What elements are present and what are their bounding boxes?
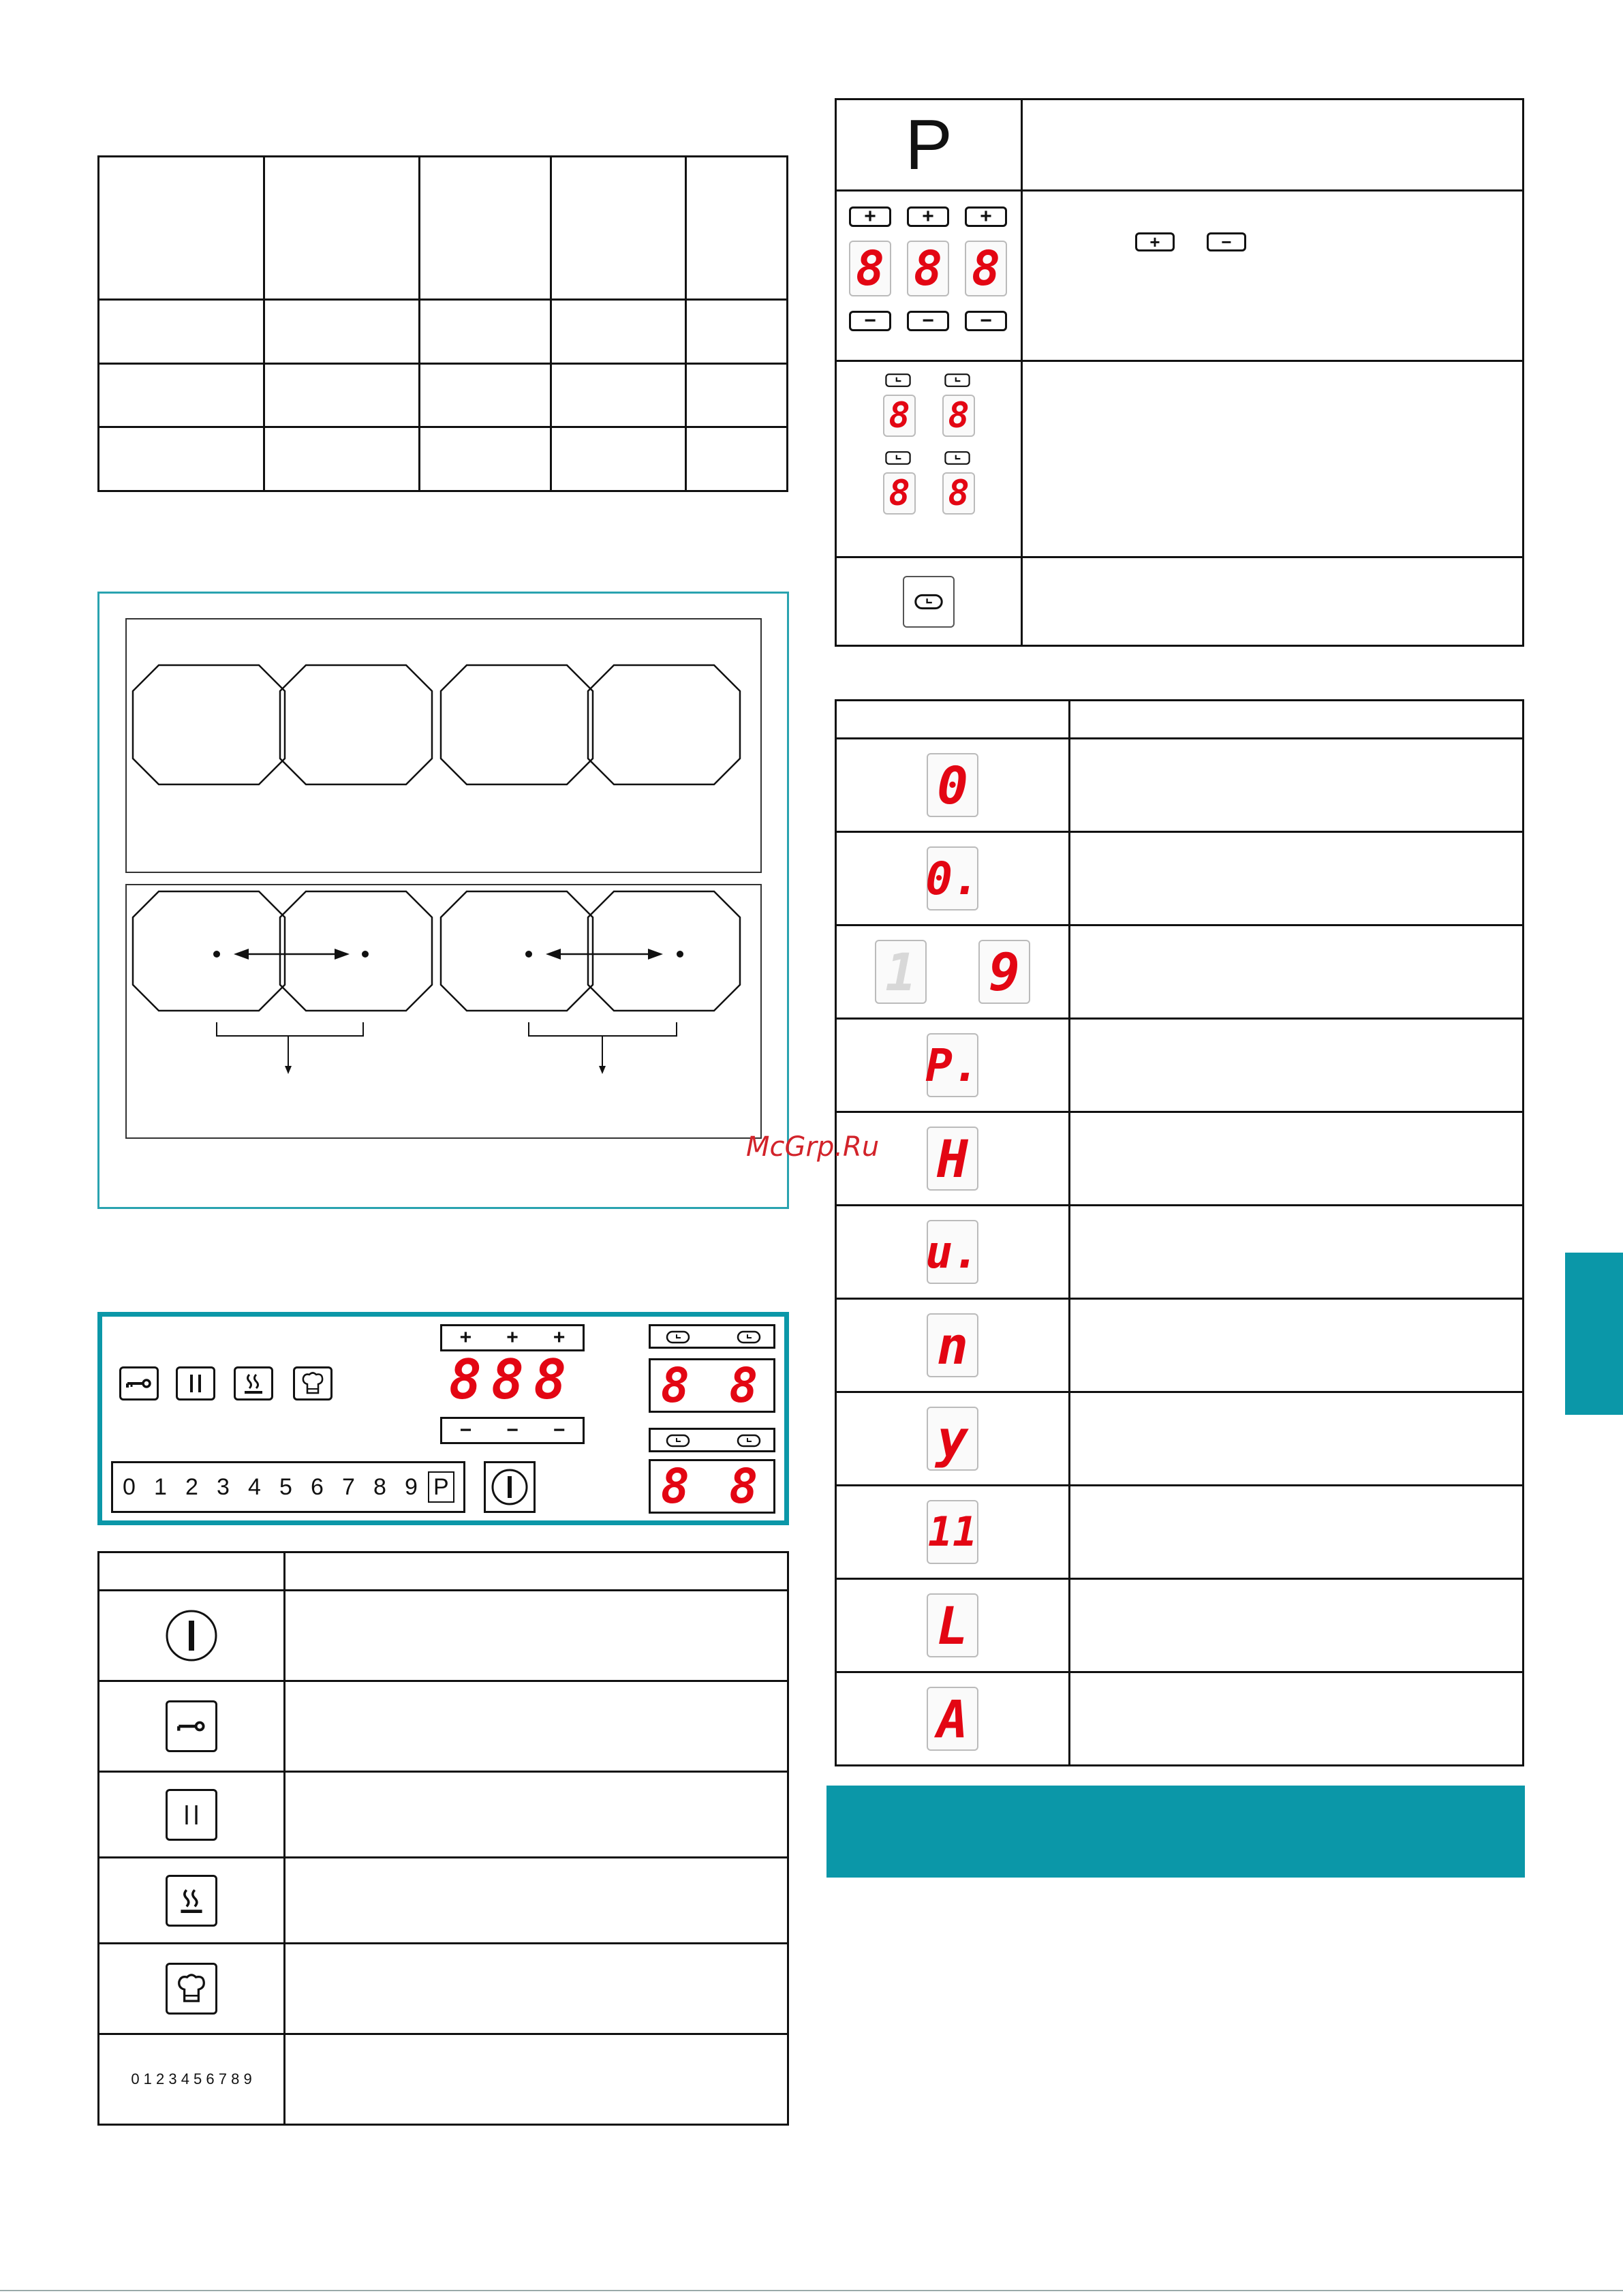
timer-keys-row-1 xyxy=(649,1324,775,1349)
power-level-7[interactable]: 7 xyxy=(342,1473,355,1500)
display-code: L xyxy=(927,1593,978,1657)
pause-key[interactable] xyxy=(176,1366,215,1400)
timer-digit: 8 xyxy=(942,472,975,515)
plus-key[interactable]: + xyxy=(553,1326,566,1349)
spec-table xyxy=(97,155,788,492)
p-symbol: P xyxy=(836,100,1022,191)
minus-icon: − xyxy=(1207,232,1246,251)
display-code: H xyxy=(927,1127,978,1191)
timer-icon xyxy=(883,450,913,465)
power-level-display: 888 xyxy=(448,1348,576,1411)
timer-digit: 8 xyxy=(942,395,975,437)
power-level-6[interactable]: 6 xyxy=(311,1473,324,1500)
timer-icon[interactable] xyxy=(737,1434,761,1448)
heat-waves-icon xyxy=(166,1875,217,1927)
timer-icon xyxy=(942,450,972,465)
plus-icon: + xyxy=(849,206,891,227)
chef-key[interactable] xyxy=(293,1366,333,1400)
plus-icon: + xyxy=(907,206,949,227)
power-boost-key[interactable]: P xyxy=(428,1471,454,1503)
power-level-4[interactable]: 4 xyxy=(248,1473,261,1500)
heat-waves-icon xyxy=(243,1373,264,1394)
section-banner xyxy=(826,1786,1525,1878)
power-level-9[interactable]: 9 xyxy=(405,1473,418,1500)
power-slider[interactable] xyxy=(111,1461,465,1513)
timer-display-1: 8 8 xyxy=(649,1358,775,1413)
timer-icon[interactable] xyxy=(666,1434,690,1448)
power-level-2[interactable]: 2 xyxy=(185,1473,198,1500)
pause-icon xyxy=(187,1373,204,1394)
minus-key[interactable]: − xyxy=(459,1419,472,1441)
plus-key[interactable]: + xyxy=(459,1326,472,1349)
minus-key[interactable]: − xyxy=(553,1419,566,1441)
display-code: 0. xyxy=(927,846,978,910)
chef-hat-icon xyxy=(301,1372,324,1395)
plus-icon: + xyxy=(1135,232,1175,251)
display-code: P. xyxy=(927,1033,978,1097)
timer-icon[interactable] xyxy=(666,1330,690,1344)
display-codes-table xyxy=(835,699,1524,1766)
on-off-key[interactable] xyxy=(484,1461,536,1513)
timer-icon xyxy=(942,373,972,388)
display-code: A xyxy=(927,1687,978,1751)
timer-keys-row-2 xyxy=(649,1428,775,1452)
plus-icon: + xyxy=(965,206,1007,227)
power-level-8[interactable]: 8 xyxy=(373,1473,386,1500)
minus-icon: − xyxy=(849,311,891,331)
key-icon xyxy=(166,1700,217,1752)
timer-icon xyxy=(883,373,913,388)
display-code: 0 xyxy=(927,753,978,817)
side-tab xyxy=(1565,1253,1623,1415)
timer-key-icon xyxy=(903,576,955,628)
minus-key[interactable]: − xyxy=(506,1419,519,1441)
chef-hat-icon xyxy=(166,1963,217,2015)
keys-table xyxy=(835,98,1524,647)
display-code: y xyxy=(927,1407,978,1471)
minus-icon: − xyxy=(907,311,949,331)
timer-digit: 8 xyxy=(883,395,916,437)
timer-icon[interactable] xyxy=(737,1330,761,1344)
power-level-5[interactable]: 5 xyxy=(279,1473,292,1500)
power-icon xyxy=(489,1467,530,1507)
power-scale: 0 1 2 3 4 5 6 7 8 9 xyxy=(99,2034,285,2125)
digit-display: 8 xyxy=(849,241,891,296)
lock-key[interactable] xyxy=(119,1366,159,1400)
plus-key[interactable]: + xyxy=(506,1326,519,1349)
controls-table xyxy=(97,1551,789,2126)
digit-display: 8 xyxy=(965,241,1007,296)
key-icon xyxy=(125,1377,153,1390)
hob-diagram xyxy=(97,592,789,1209)
watermark: McGrp.Ru xyxy=(746,1131,880,1163)
plus-keys-row xyxy=(440,1324,585,1351)
display-code: n xyxy=(927,1313,978,1377)
display-code: 11 xyxy=(927,1500,978,1564)
display-code: u. xyxy=(927,1220,978,1284)
display-code: 9 xyxy=(978,940,1030,1004)
minus-keys-row xyxy=(440,1417,585,1444)
power-level-1[interactable]: 1 xyxy=(154,1473,167,1500)
footer-rule xyxy=(0,2290,1623,2291)
pause-icon xyxy=(166,1789,217,1841)
power-icon xyxy=(164,1608,219,1663)
display-code: 1 xyxy=(875,940,927,1004)
minus-icon: − xyxy=(965,311,1007,331)
timer-digit: 8 xyxy=(883,472,916,515)
timer-display-2: 8 8 xyxy=(649,1459,775,1514)
digit-display: 8 xyxy=(907,241,949,296)
power-level-3[interactable]: 3 xyxy=(217,1473,230,1500)
power-level-0[interactable]: 0 xyxy=(123,1473,136,1500)
keep-warm-key[interactable] xyxy=(234,1366,273,1400)
